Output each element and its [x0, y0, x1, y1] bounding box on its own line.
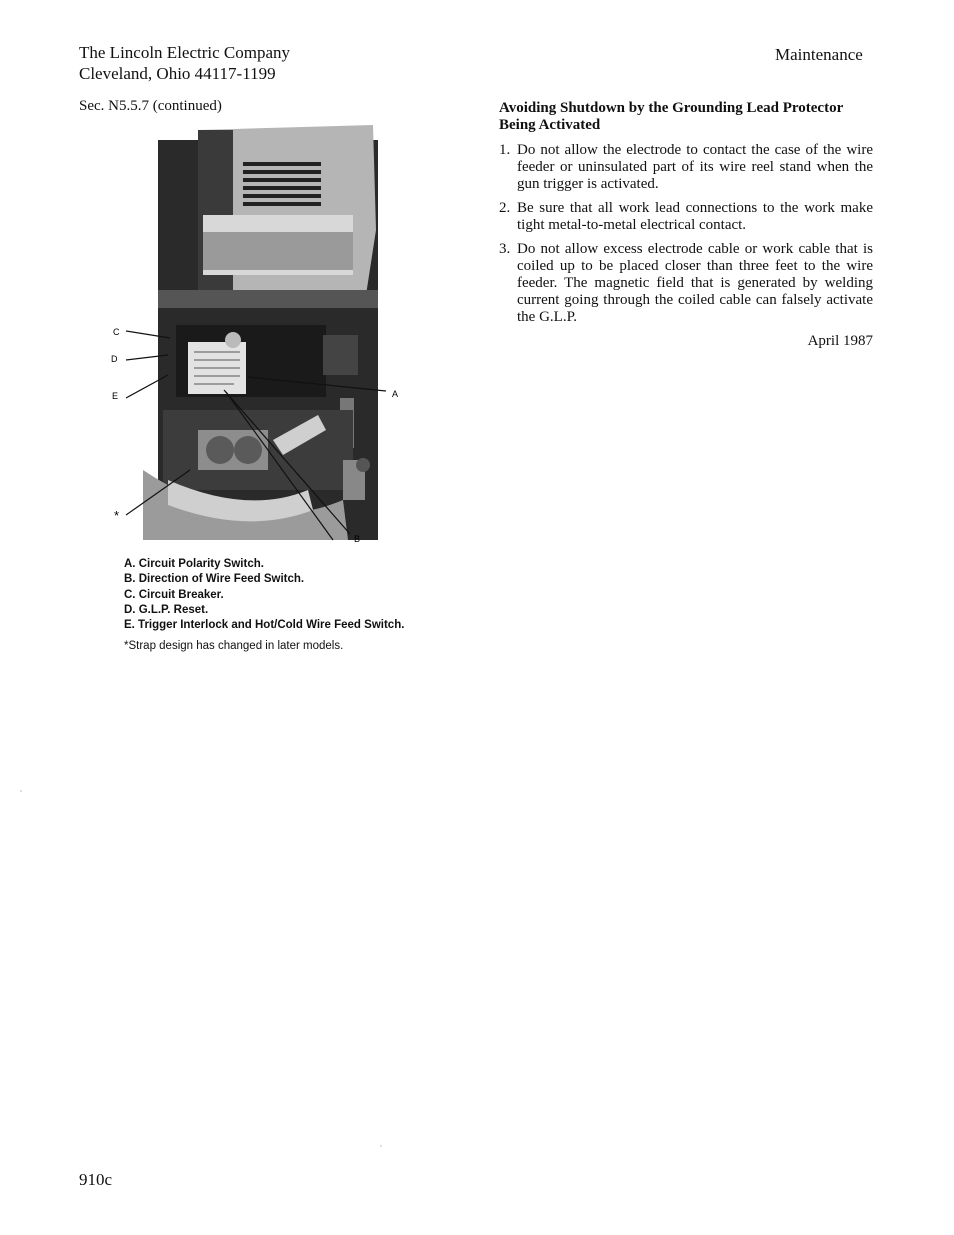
item-number: 3. — [499, 241, 511, 257]
scan-speck — [380, 1145, 382, 1147]
list-item — [499, 142, 873, 193]
item-number: 1. — [499, 142, 511, 158]
company-name: The Lincoln Electric Company — [79, 43, 291, 62]
article-date: April 1987 — [807, 333, 873, 349]
legend-item: B. Direction of Wire Feed Switch. — [124, 573, 305, 586]
callout-a: A — [392, 389, 399, 399]
legend-item: A. Circuit Polarity Switch. — [124, 558, 264, 570]
callout-star: * — [114, 508, 120, 523]
article-heading: Avoiding Shutdown by the Grounding Lead Protector Being Activated — [499, 100, 843, 133]
callout-d: D — [111, 354, 118, 364]
article — [499, 100, 873, 350]
page-number: 910c — [79, 1170, 113, 1189]
list-item — [499, 241, 873, 326]
scan-speck — [20, 790, 22, 792]
figure-footnote: *Strap design has changed in later models. — [124, 640, 344, 652]
callout-b: B — [354, 534, 361, 544]
item-number: 2. — [499, 200, 511, 216]
legend-item: E. Trigger Interlock and Hot/Cold Wire Feed Switch. — [124, 619, 405, 632]
company-address — [79, 42, 290, 84]
legend-item: C. Circuit Breaker. — [124, 588, 224, 601]
callout-c: C — [113, 327, 120, 337]
figure-legend — [124, 557, 404, 633]
section-title: Maintenance — [775, 45, 863, 64]
company-city: Cleveland, Ohio 44117-1199 — [79, 64, 276, 83]
legend-item: D. G.L.P. Reset. — [124, 603, 209, 616]
wire-feeder-photo — [108, 120, 408, 552]
section-number: Sec. N5.5.7 (continued) — [79, 98, 222, 114]
callout-e: E — [112, 391, 119, 401]
item-text: Do not allow excess electrode cable or work cable that is coiled up to be placed closer than three feet to the wire feeder. The magnetic field that is generated by welding current going through the coiled cable can falsely activate the G.L.P. — [517, 241, 873, 325]
list-item — [499, 200, 873, 234]
item-text: Be sure that all work lead connections to the work make tight metal-to-metal electrical contact. — [517, 200, 873, 233]
item-text: Do not allow the electrode to contact the case of the wire feeder or uninsulated part of its wire reel stand when the gun trigger is activated. — [517, 142, 873, 192]
